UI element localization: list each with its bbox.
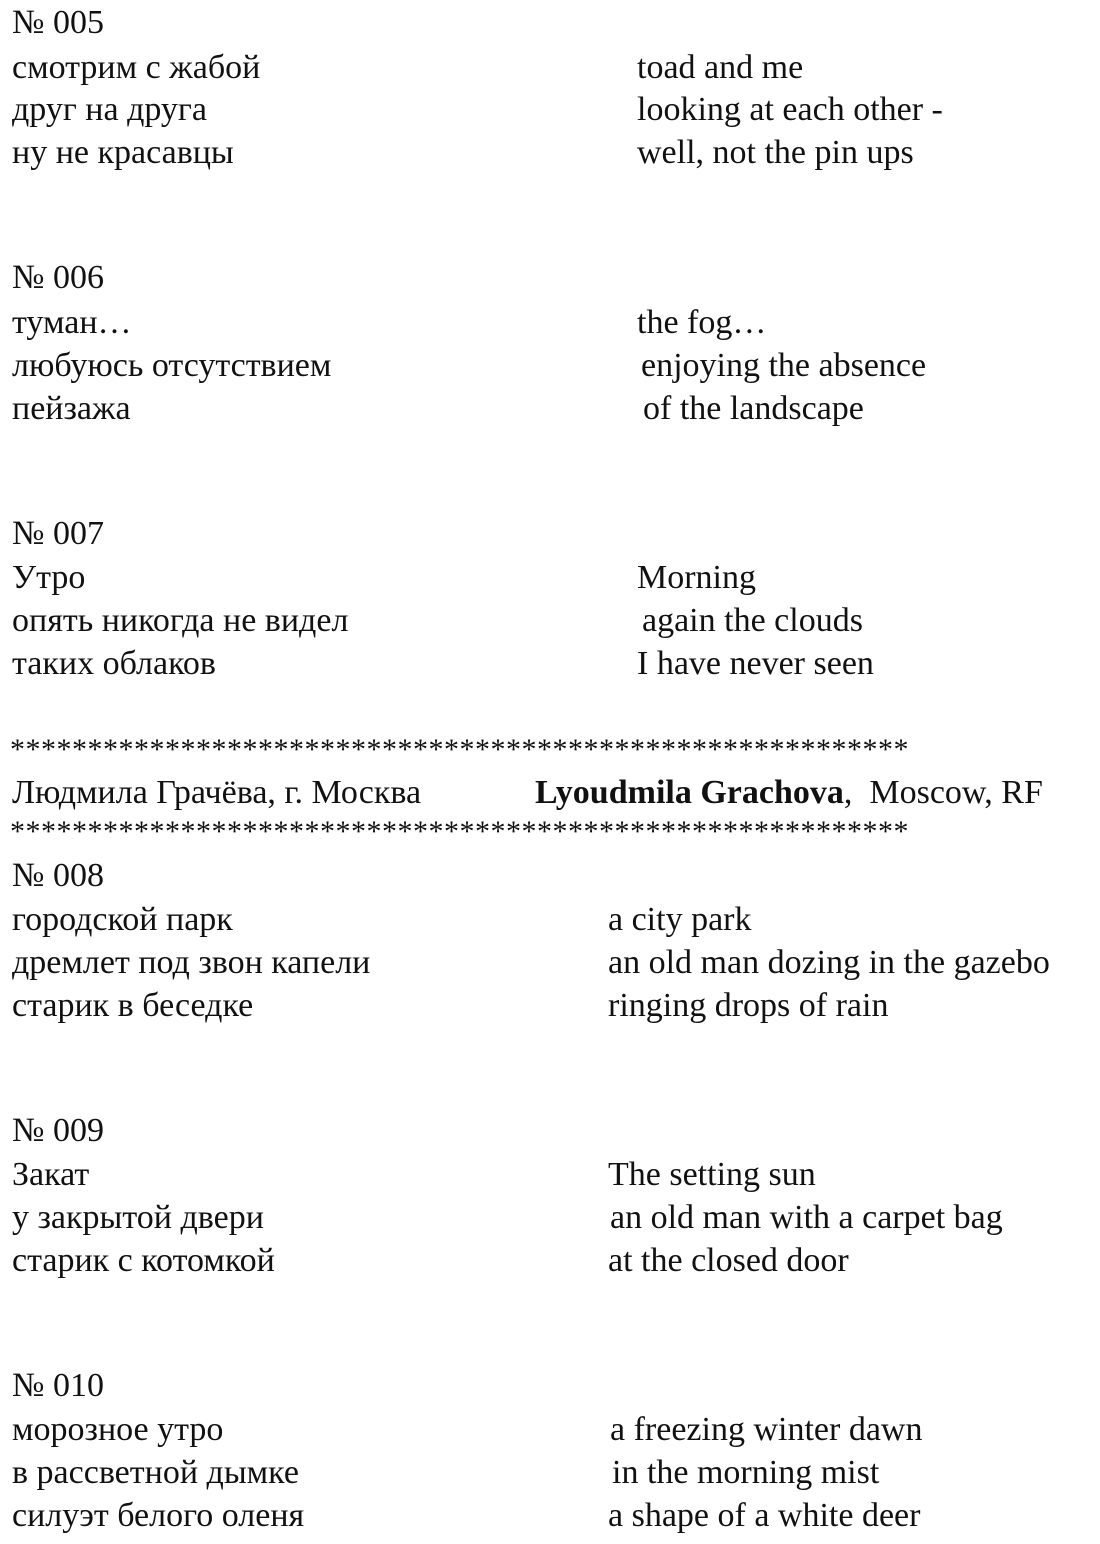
- poem-line-en: Morning: [637, 559, 756, 596]
- poem-line-ru: ну не красавцы: [12, 134, 234, 171]
- poem-number: № 007: [12, 515, 104, 552]
- poem-line-en: I have never seen: [637, 645, 874, 682]
- poem-line-en: at the closed door: [608, 1242, 849, 1279]
- poem-line-ru: смотрим с жабой: [12, 49, 261, 86]
- poem-line-ru: Утро: [12, 559, 86, 596]
- poem-line-ru: у закрытой двери: [12, 1199, 264, 1236]
- poem-line-ru: пейзажа: [12, 390, 131, 427]
- poem-number: № 009: [12, 1112, 104, 1149]
- poem-line-en: toad and me: [637, 49, 804, 86]
- poem-line-ru: Закат: [12, 1156, 90, 1193]
- poem-line-en: well, not the pin ups: [637, 134, 914, 171]
- author-name-en-bold: Lyoudmila Grachova: [535, 774, 844, 811]
- poem-line-ru: туман…: [12, 304, 132, 341]
- poem-line-ru: городской парк: [12, 901, 233, 938]
- poem-line-en: the fog…: [637, 304, 767, 341]
- poem-line-en: enjoying the absence: [641, 347, 927, 384]
- poem-line-en: The setting sun: [608, 1156, 816, 1193]
- poem-line-en: again the clouds: [642, 602, 863, 639]
- poem-line-ru: морозное утро: [12, 1411, 224, 1448]
- poem-line-en: an old man dozing in the gazebo: [608, 944, 1050, 981]
- author-name-en: Lyoudmila Grachova, Moscow, RF: [535, 774, 1043, 811]
- poem-line-en: ringing drops of rain: [608, 987, 889, 1024]
- poem-number: № 010: [12, 1367, 104, 1404]
- author-name-ru: Людмила Грачёва, г. Москва: [12, 774, 422, 811]
- poem-number: № 006: [12, 259, 104, 296]
- poem-number: № 005: [12, 4, 104, 41]
- poem-number: № 008: [12, 857, 104, 894]
- poem-line-ru: друг на друга: [12, 91, 207, 128]
- poem-line-en: of the landscape: [643, 390, 864, 427]
- poem-line-ru: старик с котомкой: [12, 1242, 275, 1279]
- author-place-en: Moscow, RF: [869, 774, 1043, 811]
- poem-line-ru: старик в беседке: [12, 987, 254, 1024]
- poem-line-ru: опять никогда не видел: [12, 602, 349, 639]
- poem-line-en: in the morning mist: [612, 1454, 880, 1491]
- poem-line-en: an old man with a carpet bag: [610, 1199, 1003, 1236]
- poem-line-en: a city park: [608, 901, 752, 938]
- poem-line-en: a shape of a white deer: [608, 1497, 921, 1534]
- poem-line-en: looking at each other -: [637, 91, 943, 128]
- poem-line-ru: таких облаков: [12, 645, 216, 682]
- poem-line-en: a freezing winter dawn: [610, 1411, 923, 1448]
- separator-top: **********************************************************: [10, 733, 909, 766]
- poem-line-ru: в рассветной дымке: [12, 1454, 299, 1491]
- poem-line-ru: силуэт белого оленя: [12, 1497, 305, 1534]
- poem-line-ru: любуюсь отсутствием: [12, 347, 332, 384]
- poem-line-ru: дремлет под звон капели: [12, 944, 371, 981]
- separator-bottom: **********************************************************: [10, 815, 909, 848]
